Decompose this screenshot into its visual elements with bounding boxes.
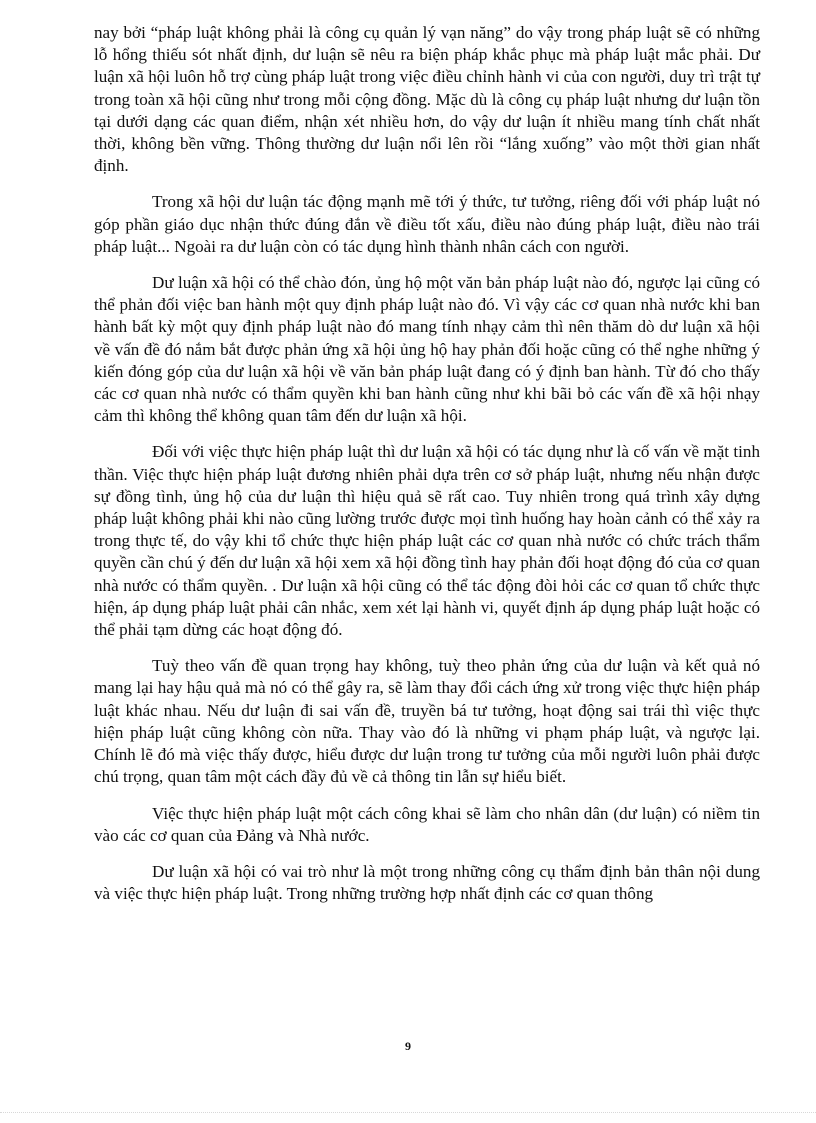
- paragraph-1: nay bởi “pháp luật không phải là công cụ quản lý vạn năng” do vậy trong pháp luật sẽ có những lỗ hổng thiếu sót nhất định, dư luận sẽ nêu ra biện pháp khắc phục mà pháp luật mắc phải. Dư luận xã hội luôn hỗ trợ cùng pháp luật trong việc điều chỉnh hành vi của con người, duy trì trật tự trong toàn xã hội cũng như trong mỗi cộng đồng. Mặc dù là công cụ pháp luật nhưng dư luận tồn tại dưới dạng các quan điểm, nhận xét nhiều hơn, do vậy dư luận ít nhiều mang tính chất nhất thời, không bền vững. Thông thường dư luận nổi lên rồi “lắng xuống” vào một thời gian nhất định.: [94, 23, 760, 176]
- paragraph-6: Việc thực hiện pháp luật một cách công khai sẽ làm cho nhân dân (dư luận) có niềm tin vào các cơ quan của Đảng và Nhà nước.: [94, 803, 760, 845]
- page-bottom-divider: [0, 1112, 816, 1113]
- body-text: [94, 22, 760, 919]
- paragraph-2: Trong xã hội dư luận tác động mạnh mẽ tới ý thức, tư tưởng, riêng đối với pháp luật nó góp phần giáo dục nhận thức đúng đắn về điều tốt xấu, điều nào đúng pháp luật, điều nào trái pháp luật... Ngoài ra dư luận còn có tác dụng hình thành nhân cách con người.: [94, 192, 760, 256]
- page-number: 9: [405, 1039, 411, 1053]
- paragraph-5: Tuỳ theo vấn đề quan trọng hay không, tuỳ theo phản ứng của dư luận và kết quả nó mang lại hay hậu quả mà nó có thể gây ra, sẽ làm thay đổi cách ứng xử trong việc thực hiện pháp luật khác nhau. Nếu dư luận đi sai vấn đề, truyền bá tư tưởng, hoạt động sai trái thì việc thực hiện pháp luật cũng không còn nữa. Thay vào đó là những vi phạm pháp luật, và ngược lại. Chính lẽ đó mà việc thấy được, hiểu được dư luận trong tư tưởng của mỗi người luôn phải được chú trọng, quan tâm một cách đầy đủ về cả thông tin lẫn sự hiểu biết.: [94, 656, 760, 787]
- paragraph-4: Đối với việc thực hiện pháp luật thì dư luận xã hội có tác dụng như là cố vấn về mặt tinh thần. Việc thực hiện pháp luật đương nhiên phải dựa trên cơ sở pháp luật, nhưng nếu nhận được sự đồng tình, ủng hộ của dư luận thì hiệu quả sẽ rất cao. Tuy nhiên trong quá trình xây dựng pháp luật không phải khi nào cũng lường trước được mọi tình huống hay hoàn cảnh có thể xảy ra trong thực tế, do vậy khi tổ chức thực hiện pháp luật các cơ quan nhà nước có chức trách thẩm quyền cần chú ý đến dư luận xã hội xem xã hội đồng tình hay phản đối hoạt động đó của cơ quan nhà nước có thẩm quyền. . Dư luận xã hội cũng có thể tác động đòi hỏi các cơ quan tổ chức thực hiện, áp dụng pháp luật phải cân nhắc, xem xét lại hành vi, quyết định áp dụng pháp luật hoặc có thể phải tạm dừng các hoạt động đó.: [94, 442, 760, 640]
- paragraph-7: Dư luận xã hội có vai trò như là một trong những công cụ thẩm định bản thân nội dung và việc thực hiện pháp luật. Trong những trường hợp nhất định các cơ quan thông: [94, 861, 760, 904]
- paragraph-3: Dư luận xã hội có thể chào đón, ủng hộ một văn bản pháp luật nào đó, ngược lại cũng có thể phản đối việc ban hành một quy định pháp luật nào đó. Vì vậy các cơ quan nhà nước khi ban hành bất kỳ một quy định pháp luật nào đó mang tính nhạy cảm thì nên thăm dò dư luận xã hội về vấn đề đó nắm bắt được phản ứng xã hội ủng hộ hay phản đối hoặc cũng có thể nghe những ý kiến đóng góp của dư luận xã hội về văn bản pháp luật đang có ý định ban hành. Từ đó cho thấy các cơ quan nhà nước có thẩm quyền khi ban hành cũng như khi bãi bỏ các vấn đề xã hội nhạy cảm thì không thể không quan tâm đến dư luận xã hội.: [94, 273, 760, 426]
